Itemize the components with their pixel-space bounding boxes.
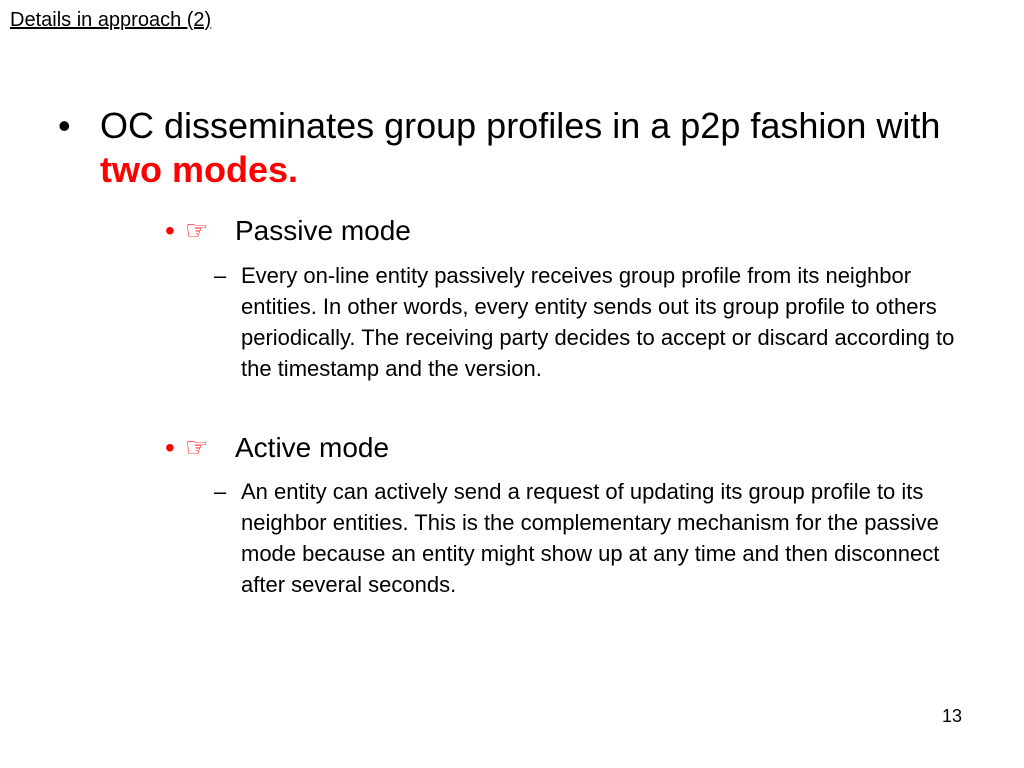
page-number: 13 [941,706,962,726]
pointing-hand-icon: ☞ [185,433,209,463]
passive-mode-heading [165,214,965,248]
passive-mode-description [214,260,974,384]
passive-mode-text: Every on-line entity passively receives group profile from its neighbor entities. In other words, every entity sends out its group profile to others periodically. The receiving party decides to accept or discard according to the timestamp and the version. [241,263,955,381]
active-mode-description [214,476,974,600]
bullet-marker: • [165,215,175,246]
main-point-lead: OC disseminates group profiles in a p2p fashion with [100,105,941,146]
bullet-marker: • [165,432,175,463]
main-bullet-point [58,104,978,192]
main-point-emphasis: two modes. [100,149,299,190]
main-point-text [100,104,978,192]
passive-mode-label: Passive mode [235,215,411,246]
pointing-hand-icon: ☞ [185,216,209,246]
slide-title: Details in approach (2) [10,9,212,31]
dash-marker: – [214,479,227,504]
active-mode-heading [165,431,965,465]
dash-marker: – [214,263,227,288]
bullet-marker: • [58,105,71,146]
active-mode-label: Active mode [235,432,390,463]
active-mode-text: An entity can actively send a request of updating its group profile to its neighbor entities. This is the complementary mechanism for the passive mode because an entity might show up at any time and then disconnect after several seconds. [241,479,940,597]
